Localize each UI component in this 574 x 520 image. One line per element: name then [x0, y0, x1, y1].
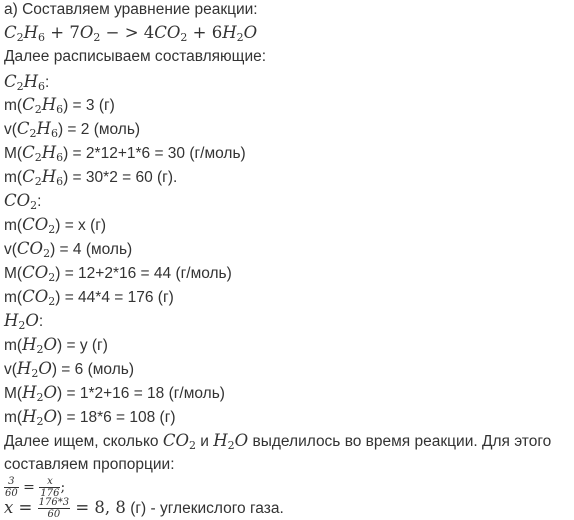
- h2o-molar-mass: $M(H_2O) = 1*2+16 = 18$ (г/моль): [4, 383, 225, 404]
- c2h6-amount: $v(C_2H_6) = 2$ (моль): [4, 119, 141, 140]
- co2-amount: $v(CO_2) = 4$ (моль): [4, 239, 133, 260]
- reaction-equation: $C_2H_6 + 7O_2$ − > $4CO_2 + 6H_2O$: [4, 23, 258, 44]
- h2o-mass: $m(H_2O) = y$ (г): [4, 335, 108, 356]
- c2h6-heading: $C_2H_6$:: [4, 72, 50, 93]
- h2o-heading: $H_2O$:: [4, 311, 44, 332]
- c2h6-mass-calc: $m(C_2H_6) = 30*2 = 60$ (г).: [4, 167, 178, 188]
- c2h6-mass: $m(C_2H_6) = 3$ (г): [4, 95, 115, 116]
- result-line: x = $\frac{176*3}{60}$ = 8, 8 (г) - углекислого газа.: [4, 497, 284, 520]
- co2-mass-calc: $m(CO_2) = 44*4 = 176$ (г): [4, 287, 174, 308]
- proportion-intro: Далее ищем, сколько $CO_2$ и $H_2O$ выделилось во время реакции. Для этого: [4, 431, 552, 452]
- co2-molar-mass: $M(CO_2) = 12+2*16 = 44$ (г/моль): [4, 263, 232, 284]
- proportion: $\frac{3}{60}$ = $\frac{x}{176}$ ;: [5, 476, 66, 499]
- co2-heading: $CO_2$:: [4, 191, 42, 212]
- c2h6-molar-mass: $M(C_2H_6) = 2*12+1*6 = 30$ (г/моль): [4, 143, 246, 164]
- components-heading: Далее расписываем составляющие:: [4, 48, 267, 65]
- proportion-intro-cont: составляем пропорции:: [4, 456, 175, 473]
- h2o-mass-calc: $m(H_2O) = 18*6 = 108$ (г): [4, 407, 176, 428]
- co2-mass: $m(CO_2) = x$ (г): [4, 215, 107, 236]
- h2o-amount: $v(H_2O) = 6$ (моль): [4, 359, 134, 380]
- intro-line: а) Составляем уравнение реакции:: [4, 1, 258, 18]
